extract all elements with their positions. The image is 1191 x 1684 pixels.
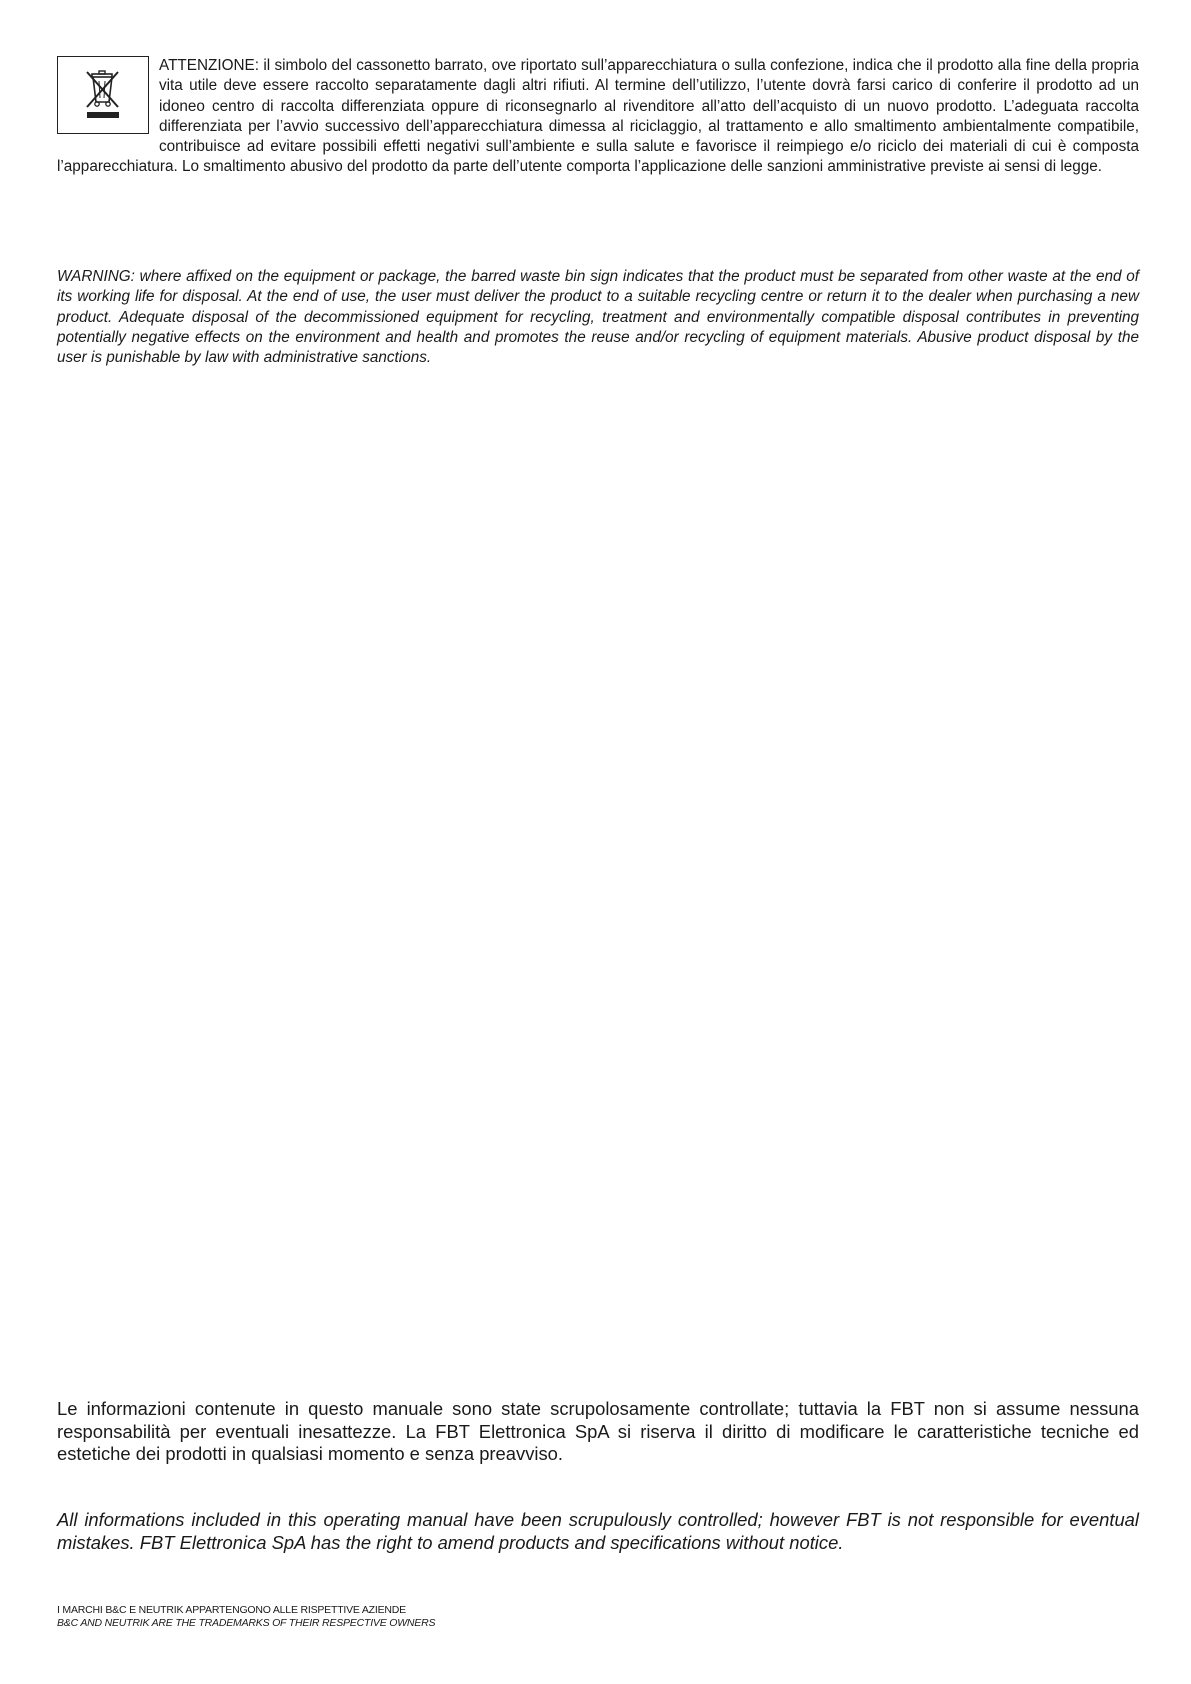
weee-warning-en: WARNING: where affixed on the equipment or package, the barred waste bin sign indicates that the product must be separated from other waste at the end of its working life for disposal. At the end of use, the user must deliver the product to a suitable recycling centre or return it to the dealer when purchasing a new product. Adequate disposal of the decommissioned equipment for recycling, treatment and environmentally compatible disposal contributes in preventing potentially negative effects on the environment and health and promotes the reuse and/or recycling of equipment materials. Abusive product disposal by the user is punishable by law with administrative sanctions. xyxy=(57,268,1139,367)
weee-notice-it xyxy=(57,56,1139,178)
trademarks-text-en: B&C AND NEUTRIK ARE THE TRADEMARKS OF THEIR RESPECTIVE OWNERS xyxy=(57,1617,436,1629)
disclaimer-it: Le informazioni contenute in questo manuale sono state scrupolosamente controllate; tuttavia la FBT non si assume nessuna responsabilità per eventuali inesattezze. La FBT Elettronica SpA si riserva il diritto di modificare le caratteristiche tecniche ed estetiche dei prodotti in qualsiasi momento e senza preavviso. xyxy=(57,1398,1139,1464)
trademarks-text-it: I MARCHI B&C E NEUTRIK APPARTENGONO ALLE RISPETTIVE AZIENDE xyxy=(57,1604,406,1616)
trademarks-notice xyxy=(57,1604,435,1630)
weee-text-it: ATTENZIONE: il simbolo del cassonetto barrato, ove riportato sull’apparecchiatura o sulla confezione, indica che il prodotto alla fine della propria vita utile deve essere raccolto separatamente dagli altri rifiuti. Al termine dell’utilizzo, l’utente dovrà farsi carico di conferire il prodotto ad un idoneo centro di raccolta differenziata oppure di riconsegnarlo al rivenditore all’atto dell’acquisto di un nuovo prodotto. L’adeguata raccolta differenziata per l’avvio successivo dell’apparecchiatura dimessa al riciclaggio, al trattamento e allo smaltimento ambientalmente compatibile, contribuisce ad evitare possibili effetti negativi sull’ambiente e sulla salute e favorisce il reimpiego e/o riciclo dei materiali di cui è composta l’apparecchiatura. Lo smaltimento abusivo del prodotto da parte dell’utente comporta l’applicazione delle sanzioni amministrative previste ai sensi di legge. xyxy=(57,57,1139,176)
crossed-out-wheelie-bin-icon xyxy=(57,56,149,134)
disclaimer-en: All informations included in this operating manual have been scrupulously controlled; however FBT is not responsible for eventual mistakes. FBT Elettronica SpA has the right to amend products and specifications without notice. xyxy=(57,1509,1139,1553)
